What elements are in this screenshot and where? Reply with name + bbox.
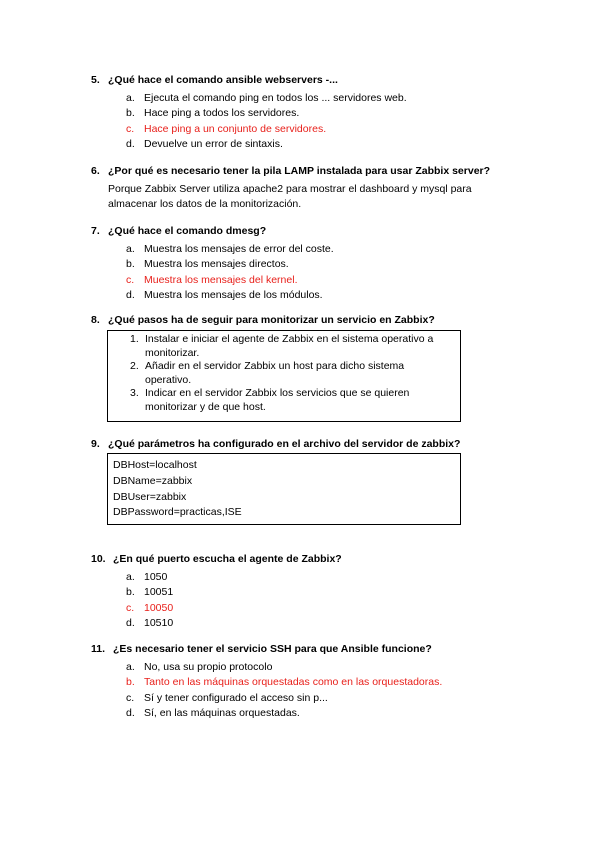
option-b-correct: b. Tanto en las máquinas orquestadas como en las orquestadoras. — [126, 676, 443, 689]
question-11 — [91, 642, 531, 721]
option-c-correct: c. Muestra los mensajes del kernel. — [126, 273, 298, 286]
question-title: 6. ¿Por qué es necesario tener la pila LAMP instalada para usar Zabbix server? — [91, 165, 491, 177]
options-list — [91, 570, 531, 631]
option-d: d. 10510 — [126, 616, 174, 629]
steps-list — [108, 333, 460, 415]
option-b: b. 10051 — [126, 586, 174, 599]
options-list — [91, 242, 531, 303]
step-2: 2. Añadir en el servidor Zabbix un host para dicho sistema operativo. — [130, 360, 405, 386]
config-line: DBName=zabbix — [113, 474, 193, 487]
option-d: d. Muestra los mensajes de los módulos. — [126, 288, 323, 301]
option-a: a. 1050 — [126, 571, 168, 583]
config-answer-box — [107, 453, 461, 525]
question-5 — [91, 73, 531, 152]
option-b: b. Muestra los mensajes directos. — [126, 258, 289, 271]
option-c-correct: c. Hace ping a un conjunto de servidores. — [126, 122, 327, 135]
question-title: 10. ¿En qué puerto escucha el agente de Zabbix? — [91, 553, 342, 565]
config-line: DBHost=localhost — [113, 459, 197, 471]
question-7 — [91, 224, 531, 303]
step-3: 3. Indicar en el servidor Zabbix los servicios que se quieren monitorizar y de que host. — [130, 387, 410, 413]
option-b: b. Hace ping a todos los servidores. — [126, 107, 300, 120]
step-1: 1. Instalar e iniciar el agente de Zabbix en el sistema operativo a monitorizar. — [130, 333, 434, 359]
question-title: 9. ¿Qué parámetros ha configurado en el archivo del servidor de zabbix? — [91, 438, 461, 450]
option-a: a. Ejecuta el comando ping en todos los ... servidores web. — [126, 92, 407, 104]
option-a: a. Muestra los mensajes de error del coste. — [126, 243, 334, 255]
question-title: 7. ¿Qué hace el comando dmesg? — [91, 225, 267, 237]
options-list — [91, 660, 531, 721]
options-list — [91, 91, 531, 152]
question-8 — [91, 313, 531, 328]
option-c: c. Sí y tener configurado el acceso sin p... — [126, 691, 328, 704]
config-line: DBUser=zabbix — [113, 490, 187, 503]
question-title: 8. ¿Qué pasos ha de seguir para monitorizar un servicio en Zabbix? — [91, 314, 435, 326]
config-line: DBPassword=practicas,ISE — [113, 506, 242, 519]
option-a: a. No, usa su propio protocolo — [126, 661, 273, 673]
answer-text: Porque Zabbix Server utiliza apache2 para mostrar el dashboard y mysql para almacenar los datos de la monitorización. — [108, 183, 472, 211]
steps-answer-box — [107, 330, 461, 422]
question-6 — [91, 164, 531, 213]
option-c-correct: c. 10050 — [126, 601, 174, 614]
question-title: 11. ¿Es necesario tener el servicio SSH para que Ansible funcione? — [91, 643, 432, 655]
question-10 — [91, 552, 531, 631]
option-d: d. Sí, en las máquinas orquestadas. — [126, 706, 300, 719]
option-d: d. Devuelve un error de sintaxis. — [126, 137, 283, 150]
question-9 — [91, 437, 531, 452]
question-title: 5. ¿Qué hace el comando ansible webservers -... — [91, 74, 338, 86]
